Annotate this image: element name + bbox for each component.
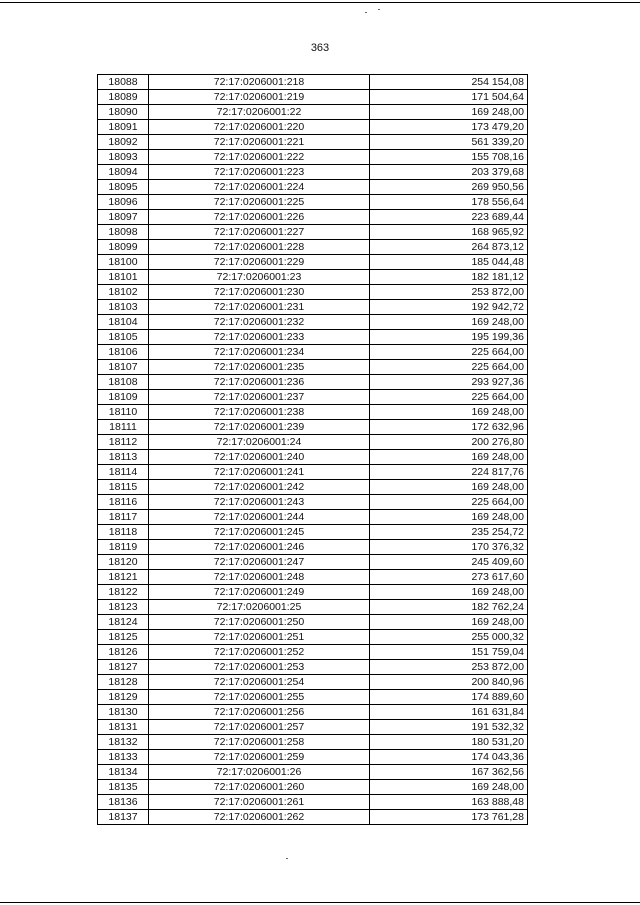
- value-cell: 178 556,64: [370, 195, 528, 210]
- cadastral-number-cell: 72:17:0206001:23: [149, 270, 370, 285]
- table-row: [98, 780, 528, 795]
- value-cell: 203 379,68: [370, 165, 528, 180]
- cadastral-number-cell: 72:17:0206001:260: [149, 780, 370, 795]
- value-cell: 161 631,84: [370, 705, 528, 720]
- value-cell: 269 950,56: [370, 180, 528, 195]
- value-cell: 182 181,12: [370, 270, 528, 285]
- cadastral-number-cell: 72:17:0206001:238: [149, 405, 370, 420]
- value-cell: 169 248,00: [370, 480, 528, 495]
- table-row: [98, 405, 528, 420]
- row-number-cell: 18104: [98, 315, 149, 330]
- table-row: [98, 225, 528, 240]
- row-number-cell: 18106: [98, 345, 149, 360]
- table-row: [98, 360, 528, 375]
- page-number: 363: [310, 42, 330, 54]
- table-row: [98, 585, 528, 600]
- value-cell: 293 927,36: [370, 375, 528, 390]
- table-row: [98, 195, 528, 210]
- table-row: [98, 270, 528, 285]
- value-cell: 169 248,00: [370, 450, 528, 465]
- table-row: [98, 540, 528, 555]
- table-row: [98, 675, 528, 690]
- table-row: [98, 330, 528, 345]
- cadastral-number-cell: 72:17:0206001:252: [149, 645, 370, 660]
- row-number-cell: 18136: [98, 795, 149, 810]
- value-cell: 273 617,60: [370, 570, 528, 585]
- cadastral-number-cell: 72:17:0206001:223: [149, 165, 370, 180]
- row-number-cell: 18135: [98, 780, 149, 795]
- table-row: [98, 615, 528, 630]
- cadastral-number-cell: 72:17:0206001:25: [149, 600, 370, 615]
- cadastral-number-cell: 72:17:0206001:261: [149, 795, 370, 810]
- cadastral-number-cell: 72:17:0206001:259: [149, 750, 370, 765]
- row-number-cell: 18100: [98, 255, 149, 270]
- value-cell: 253 872,00: [370, 285, 528, 300]
- cadastral-number-cell: 72:17:0206001:219: [149, 90, 370, 105]
- cadastral-number-cell: 72:17:0206001:230: [149, 285, 370, 300]
- cadastral-number-cell: 72:17:0206001:236: [149, 375, 370, 390]
- cadastral-number-cell: 72:17:0206001:237: [149, 390, 370, 405]
- value-cell: 169 248,00: [370, 405, 528, 420]
- cadastral-number-cell: 72:17:0206001:258: [149, 735, 370, 750]
- table-row: [98, 510, 528, 525]
- cadastral-number-cell: 72:17:0206001:254: [149, 675, 370, 690]
- cadastral-number-cell: 72:17:0206001:248: [149, 570, 370, 585]
- value-cell: 167 362,56: [370, 765, 528, 780]
- table-row: [98, 255, 528, 270]
- value-cell: 168 965,92: [370, 225, 528, 240]
- cadastral-number-cell: 72:17:0206001:244: [149, 510, 370, 525]
- cadastral-number-cell: 72:17:0206001:221: [149, 135, 370, 150]
- row-number-cell: 18125: [98, 630, 149, 645]
- cadastral-number-cell: 72:17:0206001:229: [149, 255, 370, 270]
- row-number-cell: 18097: [98, 210, 149, 225]
- cadastral-number-cell: 72:17:0206001:222: [149, 150, 370, 165]
- row-number-cell: 18137: [98, 810, 149, 825]
- cadastral-number-cell: 72:17:0206001:255: [149, 690, 370, 705]
- cadastral-table: [97, 74, 528, 825]
- table-row: [98, 645, 528, 660]
- bottom-border-line: [0, 902, 640, 903]
- value-cell: 172 632,96: [370, 420, 528, 435]
- cadastral-number-cell: 72:17:0206001:228: [149, 240, 370, 255]
- table-row: [98, 135, 528, 150]
- row-number-cell: 18126: [98, 645, 149, 660]
- cadastral-number-cell: 72:17:0206001:239: [149, 420, 370, 435]
- table-row: [98, 435, 528, 450]
- scan-speck: [365, 12, 367, 13]
- table-row: [98, 735, 528, 750]
- value-cell: 163 888,48: [370, 795, 528, 810]
- scan-speck: [286, 858, 288, 859]
- row-number-cell: 18105: [98, 330, 149, 345]
- row-number-cell: 18089: [98, 90, 149, 105]
- row-number-cell: 18115: [98, 480, 149, 495]
- value-cell: 200 276,80: [370, 435, 528, 450]
- value-cell: 169 248,00: [370, 105, 528, 120]
- cadastral-number-cell: 72:17:0206001:253: [149, 660, 370, 675]
- cadastral-number-cell: 72:17:0206001:242: [149, 480, 370, 495]
- value-cell: 169 248,00: [370, 510, 528, 525]
- row-number-cell: 18111: [98, 420, 149, 435]
- cadastral-number-cell: 72:17:0206001:262: [149, 810, 370, 825]
- row-number-cell: 18119: [98, 540, 149, 555]
- cadastral-number-cell: 72:17:0206001:251: [149, 630, 370, 645]
- cadastral-number-cell: 72:17:0206001:225: [149, 195, 370, 210]
- value-cell: 245 409,60: [370, 555, 528, 570]
- value-cell: 223 689,44: [370, 210, 528, 225]
- table-row: [98, 750, 528, 765]
- table-row: [98, 705, 528, 720]
- value-cell: 151 759,04: [370, 645, 528, 660]
- row-number-cell: 18114: [98, 465, 149, 480]
- table-row: [98, 525, 528, 540]
- value-cell: 169 248,00: [370, 315, 528, 330]
- cadastral-number-cell: 72:17:0206001:235: [149, 360, 370, 375]
- row-number-cell: 18131: [98, 720, 149, 735]
- cadastral-number-cell: 72:17:0206001:24: [149, 435, 370, 450]
- value-cell: 180 531,20: [370, 735, 528, 750]
- row-number-cell: 18122: [98, 585, 149, 600]
- value-cell: 225 664,00: [370, 495, 528, 510]
- value-cell: 155 708,16: [370, 150, 528, 165]
- row-number-cell: 18127: [98, 660, 149, 675]
- table-row: [98, 90, 528, 105]
- table-row: [98, 420, 528, 435]
- table-row: [98, 465, 528, 480]
- cadastral-number-cell: 72:17:0206001:240: [149, 450, 370, 465]
- row-number-cell: 18120: [98, 555, 149, 570]
- cadastral-number-cell: 72:17:0206001:226: [149, 210, 370, 225]
- row-number-cell: 18116: [98, 495, 149, 510]
- value-cell: 191 532,32: [370, 720, 528, 735]
- row-number-cell: 18088: [98, 75, 149, 90]
- row-number-cell: 18128: [98, 675, 149, 690]
- table-row: [98, 285, 528, 300]
- cadastral-number-cell: 72:17:0206001:233: [149, 330, 370, 345]
- value-cell: 192 942,72: [370, 300, 528, 315]
- table-row: [98, 210, 528, 225]
- row-number-cell: 18134: [98, 765, 149, 780]
- cadastral-number-cell: 72:17:0206001:232: [149, 315, 370, 330]
- value-cell: 174 043,36: [370, 750, 528, 765]
- value-cell: 169 248,00: [370, 615, 528, 630]
- table-row: [98, 630, 528, 645]
- cadastral-number-cell: 72:17:0206001:22: [149, 105, 370, 120]
- table-row: [98, 495, 528, 510]
- table-row: [98, 120, 528, 135]
- table-row: [98, 555, 528, 570]
- table-row: [98, 810, 528, 825]
- row-number-cell: 18113: [98, 450, 149, 465]
- table-row: [98, 75, 528, 90]
- value-cell: 225 664,00: [370, 345, 528, 360]
- value-cell: 195 199,36: [370, 330, 528, 345]
- cadastral-number-cell: 72:17:0206001:250: [149, 615, 370, 630]
- value-cell: 561 339,20: [370, 135, 528, 150]
- row-number-cell: 18093: [98, 150, 149, 165]
- value-cell: 170 376,32: [370, 540, 528, 555]
- table-row: [98, 180, 528, 195]
- table-row: [98, 450, 528, 465]
- row-number-cell: 18132: [98, 735, 149, 750]
- table-row: [98, 480, 528, 495]
- cadastral-number-cell: 72:17:0206001:227: [149, 225, 370, 240]
- value-cell: 235 254,72: [370, 525, 528, 540]
- value-cell: 185 044,48: [370, 255, 528, 270]
- cadastral-number-cell: 72:17:0206001:243: [149, 495, 370, 510]
- row-number-cell: 18098: [98, 225, 149, 240]
- value-cell: 171 504,64: [370, 90, 528, 105]
- value-cell: 253 872,00: [370, 660, 528, 675]
- cadastral-number-cell: 72:17:0206001:246: [149, 540, 370, 555]
- cadastral-number-cell: 72:17:0206001:224: [149, 180, 370, 195]
- row-number-cell: 18103: [98, 300, 149, 315]
- value-cell: 255 000,32: [370, 630, 528, 645]
- table-row: [98, 570, 528, 585]
- row-number-cell: 18094: [98, 165, 149, 180]
- cadastral-number-cell: 72:17:0206001:241: [149, 465, 370, 480]
- table-row: [98, 315, 528, 330]
- table-row: [98, 690, 528, 705]
- row-number-cell: 18121: [98, 570, 149, 585]
- row-number-cell: 18130: [98, 705, 149, 720]
- row-number-cell: 18092: [98, 135, 149, 150]
- row-number-cell: 18091: [98, 120, 149, 135]
- table-row: [98, 720, 528, 735]
- row-number-cell: 18110: [98, 405, 149, 420]
- cadastral-number-cell: 72:17:0206001:247: [149, 555, 370, 570]
- row-number-cell: 18112: [98, 435, 149, 450]
- row-number-cell: 18109: [98, 390, 149, 405]
- cadastral-number-cell: 72:17:0206001:234: [149, 345, 370, 360]
- table-row: [98, 150, 528, 165]
- row-number-cell: 18124: [98, 615, 149, 630]
- table-row: [98, 795, 528, 810]
- row-number-cell: 18096: [98, 195, 149, 210]
- table-row: [98, 240, 528, 255]
- table-row: [98, 300, 528, 315]
- value-cell: 174 889,60: [370, 690, 528, 705]
- row-number-cell: 18107: [98, 360, 149, 375]
- table-row: [98, 600, 528, 615]
- table-row: [98, 660, 528, 675]
- row-number-cell: 18101: [98, 270, 149, 285]
- value-cell: 264 873,12: [370, 240, 528, 255]
- value-cell: 225 664,00: [370, 360, 528, 375]
- value-cell: 182 762,24: [370, 600, 528, 615]
- cadastral-number-cell: 72:17:0206001:245: [149, 525, 370, 540]
- cadastral-number-cell: 72:17:0206001:26: [149, 765, 370, 780]
- row-number-cell: 18118: [98, 525, 149, 540]
- row-number-cell: 18129: [98, 690, 149, 705]
- table-row: [98, 105, 528, 120]
- cadastral-number-cell: 72:17:0206001:218: [149, 75, 370, 90]
- row-number-cell: 18099: [98, 240, 149, 255]
- value-cell: 225 664,00: [370, 390, 528, 405]
- value-cell: 224 817,76: [370, 465, 528, 480]
- row-number-cell: 18117: [98, 510, 149, 525]
- table-row: [98, 345, 528, 360]
- row-number-cell: 18133: [98, 750, 149, 765]
- table-row: [98, 765, 528, 780]
- value-cell: 200 840,96: [370, 675, 528, 690]
- cadastral-number-cell: 72:17:0206001:257: [149, 720, 370, 735]
- cadastral-number-cell: 72:17:0206001:231: [149, 300, 370, 315]
- value-cell: 169 248,00: [370, 780, 528, 795]
- cadastral-number-cell: 72:17:0206001:256: [149, 705, 370, 720]
- row-number-cell: 18095: [98, 180, 149, 195]
- row-number-cell: 18108: [98, 375, 149, 390]
- row-number-cell: 18123: [98, 600, 149, 615]
- table-body: [98, 75, 528, 825]
- value-cell: 173 761,28: [370, 810, 528, 825]
- top-border-line: [0, 2, 640, 3]
- table-row: [98, 390, 528, 405]
- cadastral-number-cell: 72:17:0206001:220: [149, 120, 370, 135]
- table-row: [98, 165, 528, 180]
- cadastral-number-cell: 72:17:0206001:249: [149, 585, 370, 600]
- value-cell: 254 154,08: [370, 75, 528, 90]
- row-number-cell: 18090: [98, 105, 149, 120]
- value-cell: 173 479,20: [370, 120, 528, 135]
- row-number-cell: 18102: [98, 285, 149, 300]
- value-cell: 169 248,00: [370, 585, 528, 600]
- table-row: [98, 375, 528, 390]
- scan-speck: [378, 9, 380, 10]
